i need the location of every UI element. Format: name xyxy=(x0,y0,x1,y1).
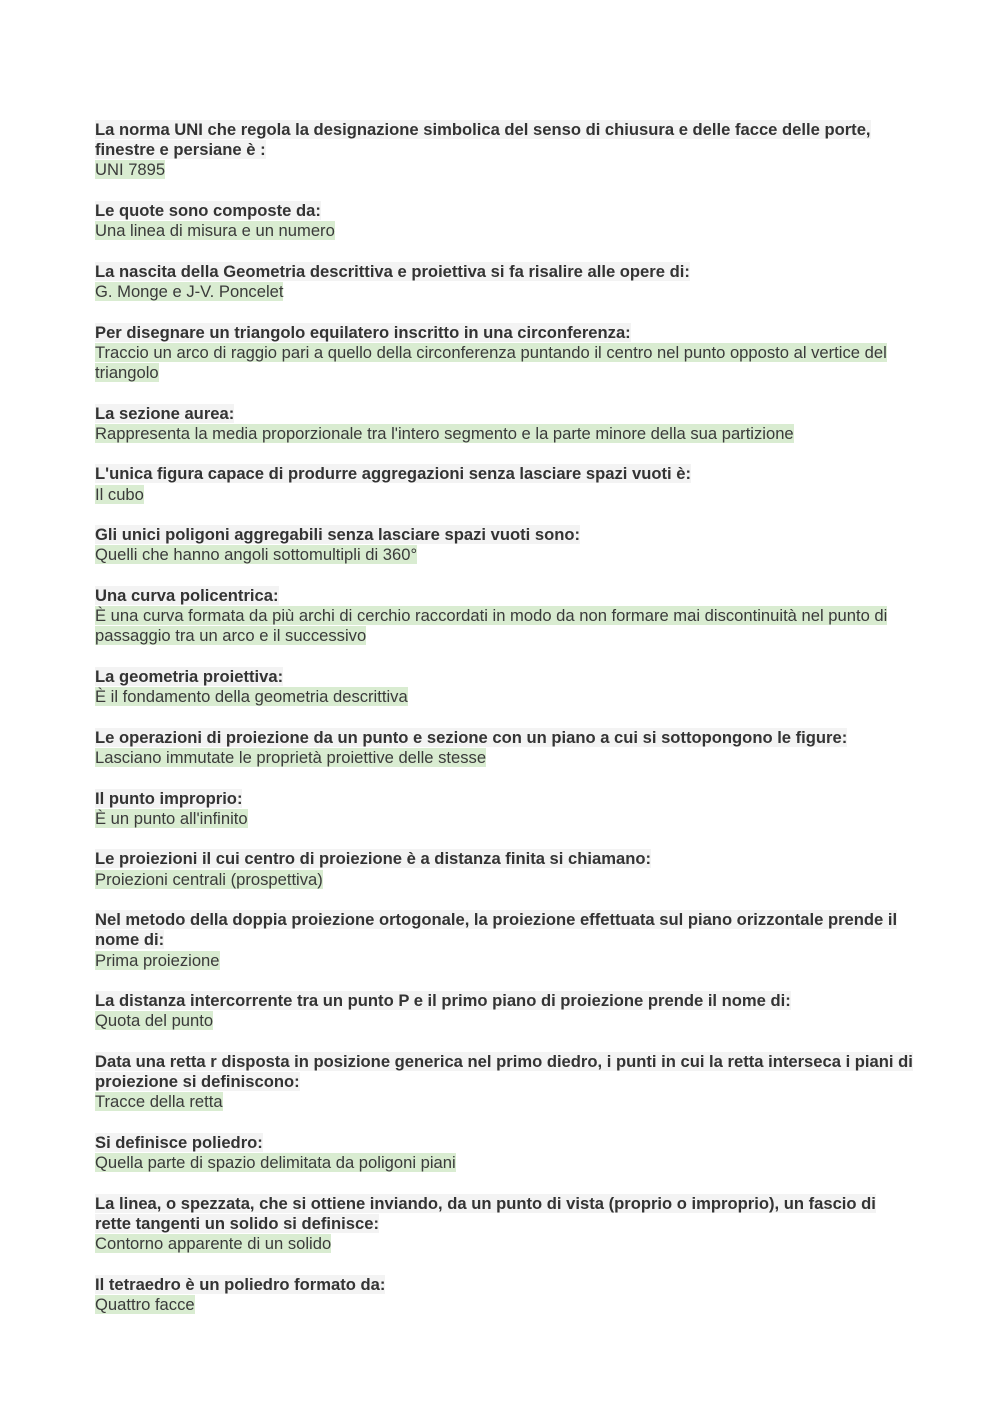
qa-item xyxy=(95,120,915,181)
answer-text: È un punto all'infinito xyxy=(95,808,248,828)
answer-text: Tracce della retta xyxy=(95,1092,223,1112)
answer-text: Rappresenta la media proporzionale tra l'intero segmento e la parte minore della sua partizione xyxy=(95,423,794,443)
qa-item xyxy=(95,586,915,647)
qa-item xyxy=(95,1133,915,1173)
answer-text: UNI 7895 xyxy=(95,160,166,180)
question-text: Per disegnare un triangolo equilatero inscritto in una circonferenza: xyxy=(95,322,631,342)
qa-item xyxy=(95,201,915,241)
question-text: L'unica figura capace di produrre aggregazioni senza lasciare spazi vuoti è: xyxy=(95,464,691,484)
qa-item xyxy=(95,404,915,444)
question-text: Data una retta r disposta in posizione generica nel primo diedro, i punti in cui la retta interseca i piani di proiezione si definiscono: xyxy=(95,1051,913,1092)
answer-text: Quelli che hanno angoli sottomultipli di 360° xyxy=(95,545,418,565)
question-text: Le operazioni di proiezione da un punto e sezione con un piano a cui si sottopongono le figure: xyxy=(95,727,848,747)
qa-item xyxy=(95,1275,915,1315)
question-text: Le quote sono composte da: xyxy=(95,201,321,220)
answer-text: G. Monge e J-V. Poncelet xyxy=(95,282,284,301)
answer-text: Proiezioni centrali (prospettiva) xyxy=(95,869,323,889)
question-text: La norma UNI che regola la designazione simbolica del senso di chiusura e delle facce delle porte, finestre e persiane è : xyxy=(95,120,871,160)
answer-text: È il fondamento della geometria descrittiva xyxy=(95,687,408,707)
question-text: La distanza intercorrente tra un punto P e il primo piano di proiezione prende il nome di: xyxy=(95,991,791,1011)
qa-item xyxy=(95,991,915,1031)
answer-text: Lasciano immutate le proprietà proiettive delle stesse xyxy=(95,747,487,767)
question-text: La nascita della Geometria descrittiva e proiettiva si fa risalire alle opere di: xyxy=(95,261,690,281)
question-text: La sezione aurea: xyxy=(95,403,235,423)
document-page xyxy=(95,120,915,1336)
answer-text: Prima proiezione xyxy=(95,950,220,970)
qa-item xyxy=(95,910,915,971)
question-text: La linea, o spezzata, che si ottiene inviando, da un punto di vista (proprio o improprio), un fascio di rette tangenti un solido si definisce: xyxy=(95,1193,876,1233)
qa-item xyxy=(95,667,915,707)
answer-text: Contorno apparente di un solido xyxy=(95,1234,332,1254)
question-text: Si definisce poliedro: xyxy=(95,1132,263,1152)
answer-text: Una linea di misura e un numero xyxy=(95,221,335,241)
question-text: Nel metodo della doppia proiezione ortogonale, la proiezione effettuata sul piano orizzontale prende il nome di: xyxy=(95,910,898,950)
question-text: Il punto improprio: xyxy=(95,788,243,808)
question-text: La geometria proiettiva: xyxy=(95,666,284,686)
qa-item xyxy=(95,525,915,565)
answer-text: Il cubo xyxy=(95,484,144,504)
qa-item xyxy=(95,464,915,504)
question-text: Le proiezioni il cui centro di proiezione è a distanza finita si chiamano: xyxy=(95,849,651,869)
question-text: Una curva policentrica: xyxy=(95,585,279,605)
qa-item xyxy=(95,1052,915,1113)
answer-text: Quattro facce xyxy=(95,1294,195,1314)
answer-text: È una curva formata da più archi di cerchio raccordati in modo da non formare mai discontinuità nel punto di passaggio tra un arco e il successivo xyxy=(95,606,888,646)
qa-item xyxy=(95,728,915,768)
qa-item xyxy=(95,1194,915,1255)
qa-item xyxy=(95,262,915,302)
answer-text: Quella parte di spazio delimitata da poligoni piani xyxy=(95,1153,456,1173)
question-text: Il tetraedro è un poliedro formato da: xyxy=(95,1274,386,1294)
question-text: Gli unici poligoni aggregabili senza lasciare spazi vuoti sono: xyxy=(95,525,581,545)
answer-text: Traccio un arco di raggio pari a quello della circonferenza puntando il centro nel punto opposto al vertice del triangolo xyxy=(95,342,887,382)
answer-text: Quota del punto xyxy=(95,1011,214,1031)
qa-item xyxy=(95,849,915,889)
qa-item xyxy=(95,323,915,384)
qa-item xyxy=(95,789,915,829)
